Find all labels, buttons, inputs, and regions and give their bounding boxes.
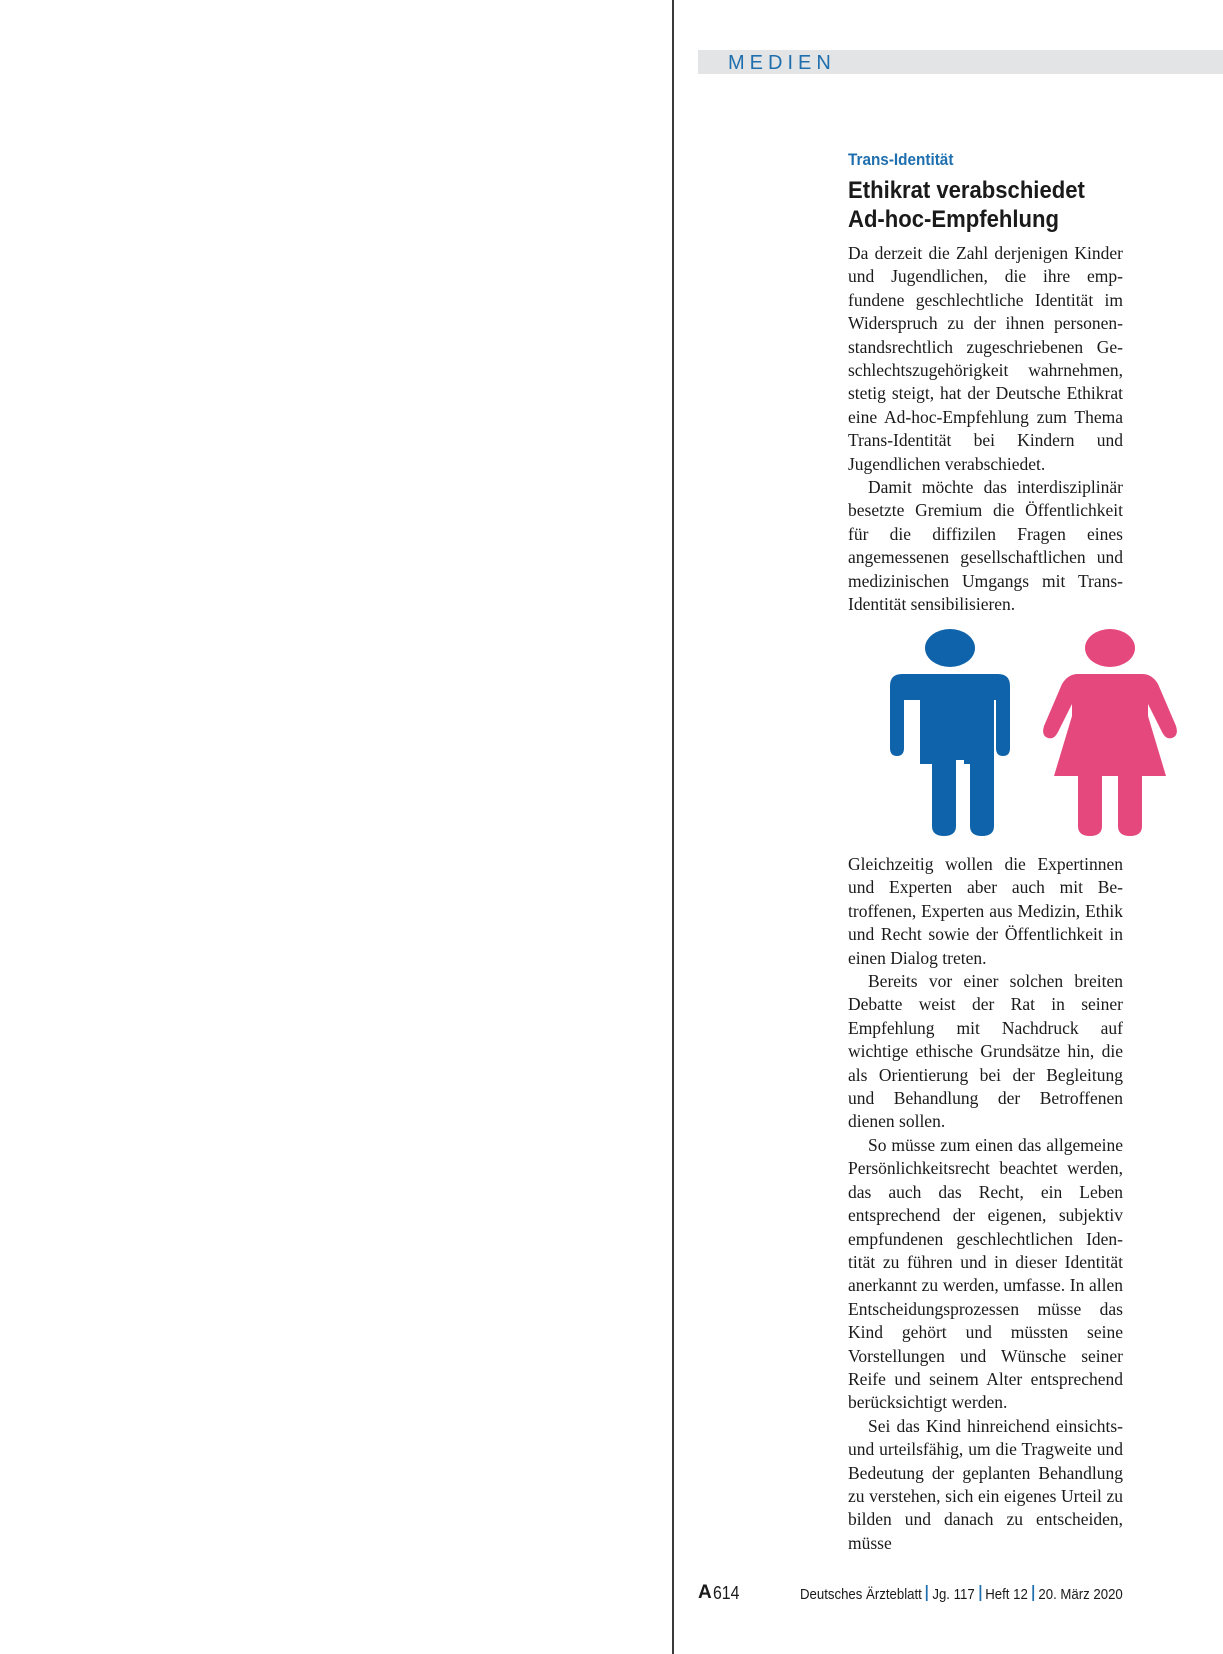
article-continued bbox=[848, 853, 1123, 1555]
journal-masthead bbox=[800, 1585, 1123, 1603]
headline-line-1: Ethikrat verabschiedet bbox=[848, 177, 1085, 204]
page-prefix: A bbox=[698, 1582, 712, 1603]
headline-line-2: Ad-hoc-Empfehlung bbox=[848, 206, 1059, 233]
female-figure-icon bbox=[1043, 629, 1177, 836]
separator bbox=[1032, 1585, 1034, 1601]
separator bbox=[979, 1585, 981, 1601]
journal-date: 20. März 2020 bbox=[1038, 1586, 1123, 1603]
separator bbox=[926, 1585, 928, 1601]
journal-name: Deutsches Ärzteblatt bbox=[800, 1586, 923, 1603]
male-figure-icon bbox=[890, 629, 1010, 836]
journal-volume: Jg. 117 bbox=[932, 1586, 975, 1603]
gender-figure-illustration bbox=[848, 626, 1178, 842]
section-label: MEDIEN bbox=[728, 52, 836, 74]
paragraph-1: Da derzeit die Zahl derjenigen Kinder und Jugendlichen, die ihre empfundene geschlechtliche Identität im Widerspruch zu der ihnen personenstandsrechtlich zugeschriebenen Geschlechtszugehörigkeit wahrnehmen, stetig steigt, hat der Deutsche Ethikrat eine Ad-hoc-Empfehlung zum Thema Trans-Identität bei Kindern und Jugendlichen verabschiedet. bbox=[848, 243, 1123, 474]
paragraph-4: Bereits vor einer solchen breiten Debatte weist der Rat in seiner Empfehlung mit Nachdruck auf wichtige ethische Grundsätze hin, die als Orientierung bei der Begleitung und Behandlung der Betroffenen dienen sollen. bbox=[848, 971, 1123, 1132]
article-headline bbox=[848, 176, 1101, 234]
page-gutter-line bbox=[672, 0, 674, 1654]
paragraph-5: So müsse zum einen das allgemeine Persönlichkeitsrecht beachtet werden, das auch das Recht, ein Leben entsprechend der eigenen, subjektiv empfundenen geschlechtlichen Identität zu führen und in dieser Identität anerkannt zu werden, umfasse. In allen Entscheidungsprozessen müsse das Kind gehört und müssten seine Vorstellungen und Wünsche seiner Reife und seinem Alter entsprechend berücksichtigt werden. bbox=[848, 1134, 1123, 1413]
paragraph-2: Damit möchte das interdisziplinär besetzte Gremium die Öffentlichkeit für die diffizilen Fragen eines angemessenen gesellschaftlichen und medizinischen Umgangs mit Trans-Identität sensibilisieren. bbox=[848, 477, 1123, 615]
page-number: 614 bbox=[713, 1583, 740, 1603]
paragraph-6: Sei das Kind hinreichend einsichts- und urteilsfähig, um die Tragweite und Bedeutung der geplanten Behandlung zu verstehen, sich ein eigenes Urteil zu bilden und danach zu entscheiden, müsse bbox=[848, 1415, 1123, 1553]
journal-issue: Heft 12 bbox=[985, 1586, 1029, 1603]
article-top bbox=[848, 150, 1123, 617]
article-kicker: Trans-Identität bbox=[848, 150, 954, 169]
page-footer bbox=[0, 1582, 1223, 1606]
paragraph-3: Gleichzeitig wollen die Expertinnen und Experten aber auch mit Betroffenen, Experten aus Medizin, Ethik und Recht sowie der Öffentlichkeit in einen Dialog treten. bbox=[848, 854, 1123, 968]
